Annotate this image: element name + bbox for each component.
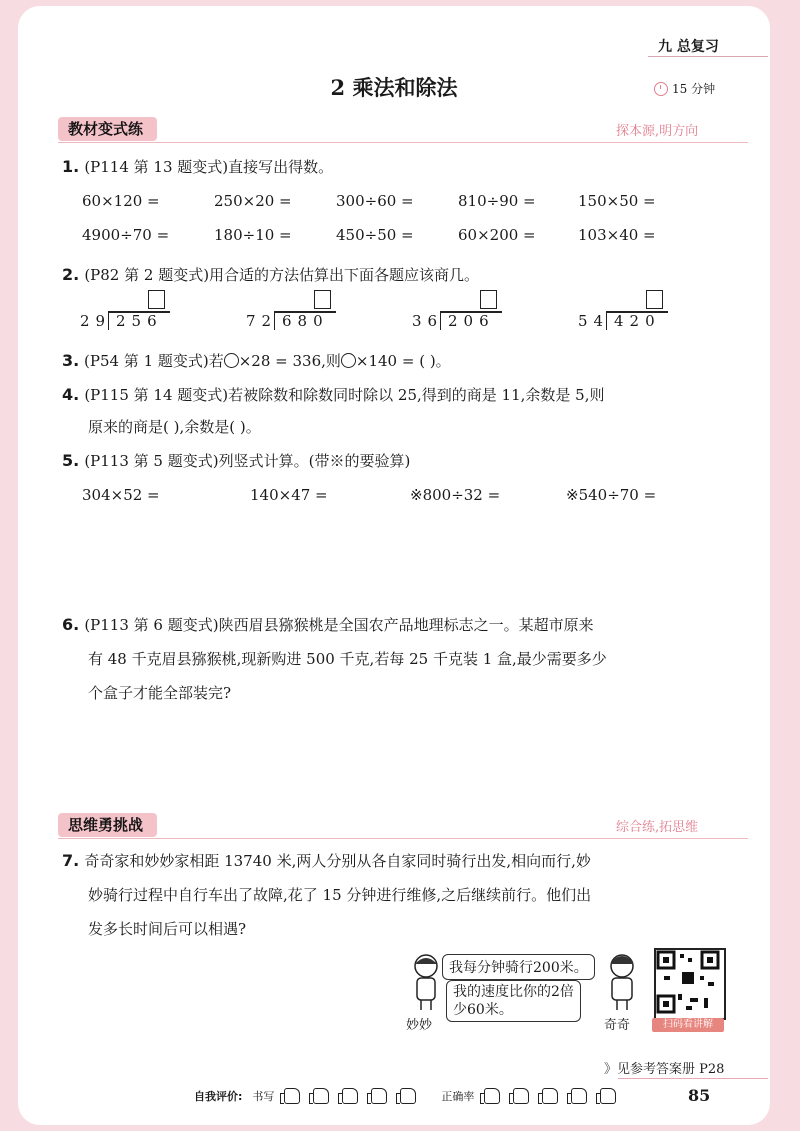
question-1	[62, 152, 333, 182]
question-text: 个盒子才能全部装完?	[88, 684, 232, 702]
question-6	[62, 610, 594, 640]
header-divider	[648, 56, 768, 57]
question-2	[62, 260, 479, 290]
self-eval-label: 自我评价:	[194, 1090, 243, 1103]
accuracy-label: 正确率	[441, 1090, 475, 1103]
section-tag: 思维勇挑战	[58, 813, 157, 837]
thumbs-up-icon[interactable]	[371, 1088, 387, 1104]
question-text: (P82 第 2 题变式)用合适的方法估算出下面各题应该商几。	[84, 266, 480, 284]
dividend: 420	[614, 312, 661, 330]
question-text: (P115 第 14 题变式)若被除数和除数同时除以 25,得到的商是 11,余数是 5,则	[84, 386, 605, 404]
thumbs-up-icon[interactable]	[313, 1088, 329, 1104]
right-character-name: 奇奇	[604, 1018, 631, 1033]
dividend: 256	[116, 312, 163, 330]
question-number: 2.	[62, 265, 80, 284]
section-subtitle: 探本源,明方向	[616, 124, 699, 139]
dividend: 206	[448, 312, 495, 330]
question-text-part: ×140 = ( )。	[355, 352, 451, 370]
speech-bubble-1: 我每分钟骑行200米。	[442, 954, 595, 980]
answer-box[interactable]	[646, 290, 663, 309]
calc-item: 103×40 =	[578, 226, 656, 244]
thumbs-up-icon[interactable]	[542, 1088, 558, 1104]
bubble-line: 我的速度比你的2倍	[453, 984, 574, 1000]
calc-item: 810÷90 =	[458, 192, 536, 210]
timer	[654, 80, 715, 97]
section-divider	[58, 838, 748, 839]
answer-box[interactable]	[480, 290, 497, 309]
thumbs-up-icon[interactable]	[600, 1088, 616, 1104]
calc-item: 60×200 =	[458, 226, 536, 244]
timer-label: 15 分钟	[672, 82, 716, 96]
calc-item: 4900÷70 =	[82, 226, 170, 244]
question-text: 妙骑行过程中自行车出了故障,花了 15 分钟进行维修,之后继续前行。他们出	[88, 886, 592, 904]
handwriting-label: 书写	[252, 1090, 275, 1103]
thumbs-up-icon[interactable]	[484, 1088, 500, 1104]
question-number: 7.	[62, 851, 80, 870]
thumbs-up-icon[interactable]	[284, 1088, 300, 1104]
calc-item: 60×120 =	[82, 192, 160, 210]
calc-item: 150×50 =	[578, 192, 656, 210]
question-4	[62, 380, 604, 410]
question-number: 1.	[62, 157, 80, 176]
answer-reference: 》见参考答案册 P28	[604, 1062, 725, 1077]
divisor: 54	[578, 312, 610, 330]
section-tag: 教材变式练	[58, 117, 157, 141]
dividend: 680	[282, 312, 329, 330]
question-text: 原来的商是( ),余数是( )。	[88, 418, 261, 436]
thumbs-up-icon[interactable]	[571, 1088, 587, 1104]
page-number: 85	[688, 1086, 711, 1105]
footer-divider	[618, 1078, 768, 1079]
thumbs-up-icon[interactable]	[342, 1088, 358, 1104]
question-7	[62, 846, 591, 876]
self-evaluation	[194, 1088, 619, 1104]
section-header-1	[58, 118, 157, 139]
question-number: 6.	[62, 615, 80, 634]
calc-item: ※800÷32 =	[410, 486, 501, 504]
question-number: 4.	[62, 385, 80, 404]
question-text: (P113 第 5 题变式)列竖式计算。(带※的要验算)	[84, 452, 411, 470]
question-text: 有 48 千克眉县猕猴桃,现新购进 500 千克,若每 25 千克装 1 盒,最少需要多少	[88, 650, 607, 668]
section-header-2	[58, 814, 157, 835]
qr-code-icon[interactable]	[654, 948, 726, 1020]
circle-placeholder-icon	[224, 353, 239, 368]
speech-bubble-2	[446, 980, 581, 1022]
question-3	[62, 346, 451, 376]
thumbs-up-icon[interactable]	[400, 1088, 416, 1104]
bubble-line: 少60米。	[453, 1002, 513, 1018]
calc-item: 304×52 =	[82, 486, 160, 504]
calc-item: ※540÷70 =	[566, 486, 657, 504]
divisor: 72	[246, 312, 278, 330]
section-subtitle: 综合练,拓思维	[616, 820, 699, 835]
divisor: 36	[412, 312, 444, 330]
section-divider	[58, 142, 748, 143]
divisor: 29	[80, 312, 112, 330]
question-text-part: ×28 = 336,则	[238, 352, 341, 370]
circle-placeholder-icon	[341, 353, 356, 368]
question-text: (P113 第 6 题变式)陕西眉县猕猴桃是全国农产品地理标志之一。某超市原来	[84, 616, 594, 634]
question-text: (P114 第 13 题变式)直接写出得数。	[84, 158, 334, 176]
thumbs-up-icon[interactable]	[513, 1088, 529, 1104]
page-title: 2 乘法和除法	[330, 75, 458, 100]
calc-item: 250×20 =	[214, 192, 292, 210]
answer-box[interactable]	[148, 290, 165, 309]
answer-box[interactable]	[314, 290, 331, 309]
calc-item: 140×47 =	[250, 486, 328, 504]
question-number: 5.	[62, 451, 80, 470]
question-text: 奇奇家和妙妙家相距 13740 米,两人分别从各自家同时骑行出发,相向而行,妙	[84, 852, 591, 870]
chapter-label: 九 总复习	[658, 39, 719, 55]
calc-item: 300÷60 =	[336, 192, 414, 210]
calc-item: 450÷50 =	[336, 226, 414, 244]
clock-icon	[654, 82, 668, 96]
girl-figure-icon	[406, 952, 446, 1012]
calc-item: 180÷10 =	[214, 226, 292, 244]
worksheet-page	[18, 6, 770, 1125]
qr-label: 扫码看讲解	[652, 1018, 724, 1032]
question-5	[62, 446, 410, 476]
boy-figure-icon	[602, 952, 642, 1012]
question-number: 3.	[62, 351, 80, 370]
question-text-part: (P54 第 1 题变式)若	[84, 352, 224, 370]
left-character-name: 妙妙	[406, 1018, 433, 1033]
question-text: 发多长时间后可以相遇?	[88, 920, 247, 938]
